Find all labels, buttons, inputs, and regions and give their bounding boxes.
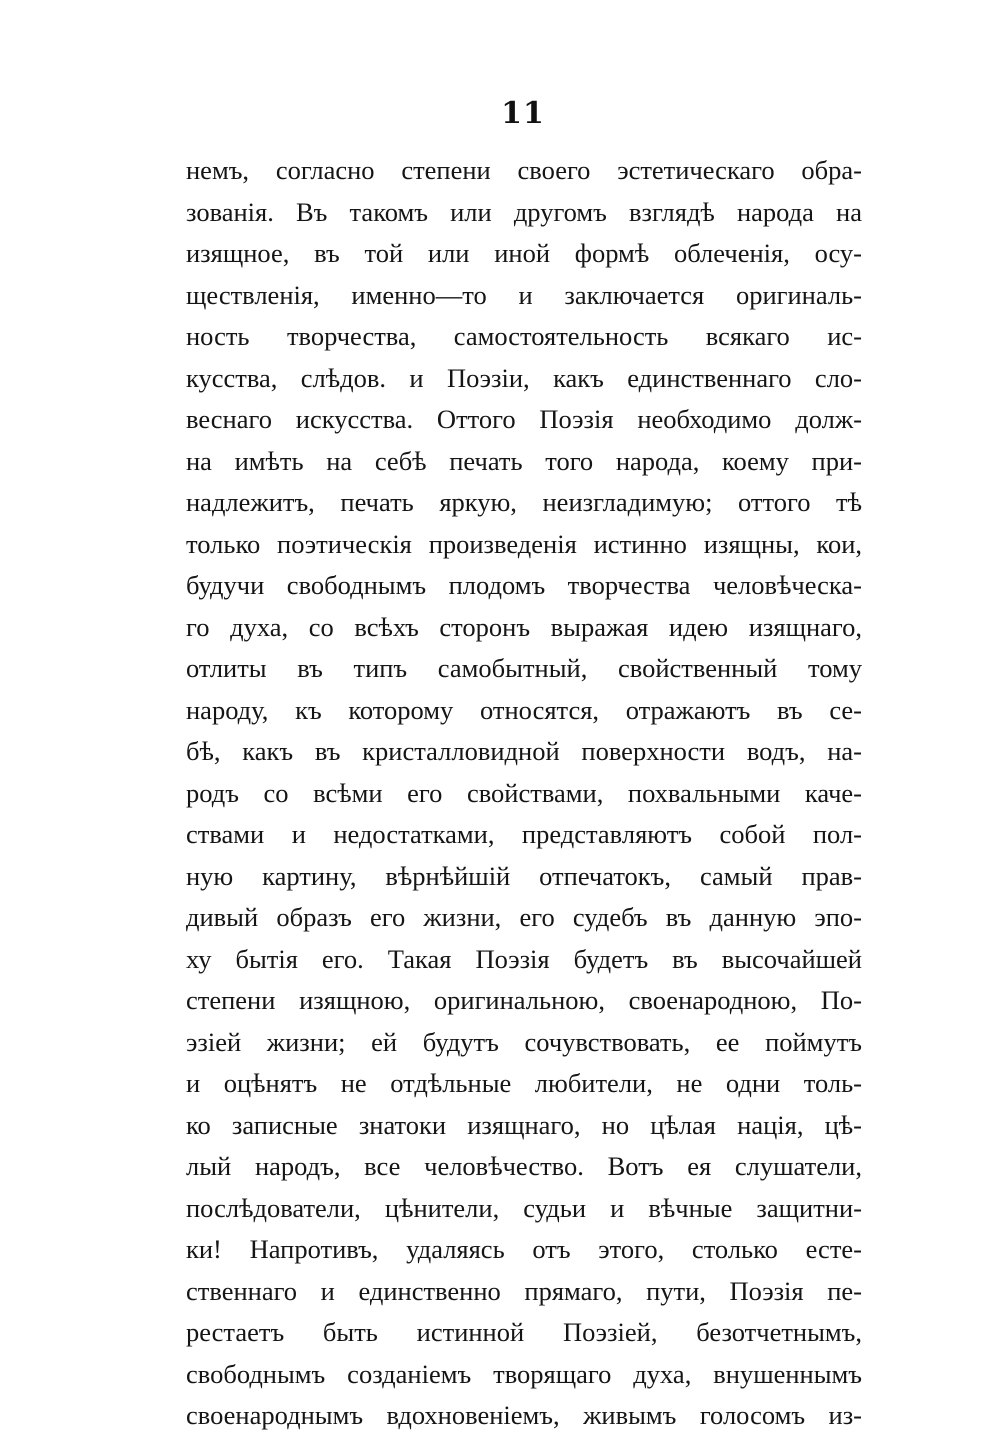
text-line: свободнымъ созданіемъ творящаго духа, внушеннымъ (186, 1358, 862, 1389)
text-line: дивый образъ его жизни, его судебъ въ данную эпо- (186, 902, 862, 932)
text-line: ствами и недостатками, представляютъ собой пол- (186, 819, 862, 849)
text-line: кусства, слѣдов. и Поэзіи, какъ единственнаго сло- (186, 362, 862, 393)
text-line: рестаетъ быть истинной Поэзіей, безотчетнымъ, (186, 1317, 862, 1347)
text-line: только поэтическія произведенія истинно изящны, кои, (186, 528, 862, 559)
text-line: веснаго искусства. Оттого Поэзія необходимо долж- (186, 404, 862, 434)
text-line: на имѣть на себѣ печать того народа, коему при- (186, 445, 862, 476)
text-line: народу, къ которому относятся, отражаютъ въ се- (186, 694, 862, 725)
text-line: ки! Напротивъ, удаляясь отъ этого, столько есте- (186, 1234, 862, 1264)
text-line: и оцѣнятъ не отдѣльные любители, не одни толь- (186, 1068, 862, 1098)
text-line: ху бытія его. Такая Поэзія будетъ въ высочайшей (186, 943, 862, 974)
text-line: отлиты въ типъ самобытный, свойственный тому (186, 653, 862, 683)
text-line: лый народъ, все человѣчество. Вотъ ея слушатели, (186, 1151, 862, 1181)
text-line: зованія. Въ такомъ или другомъ взглядѣ народа на (186, 196, 862, 227)
text-line: своенароднымъ вдохновеніемъ, живымъ голосомъ из- (186, 1400, 862, 1430)
text-line: ность творчества, самостоятельность всякаго ис- (186, 321, 862, 351)
body-text (186, 150, 862, 1437)
text-line: будучи свободнымъ плодомъ творчества человѣческа- (186, 570, 862, 600)
text-line: родъ со всѣми его свойствами, похвальными каче- (186, 777, 862, 808)
text-line: го духа, со всѣхъ сторонъ выражая идею изящнаго, (186, 611, 862, 642)
text-line: надлежитъ, печать яркую, неизгладимую; оттого тѣ (186, 487, 862, 517)
text-line: степени изящною, оригинальною, своенародною, По- (186, 985, 862, 1015)
text-line: ственнаго и единственно прямаго, пути, Поэзія пе- (186, 1275, 862, 1306)
text-line: бѣ, какъ въ кристалловидной поверхности водъ, на- (186, 736, 862, 766)
text-line: ную картину, вѣрнѣйшій отпечатокъ, самый прав- (186, 860, 862, 891)
text-line: немъ, согласно степени своего эстетическаго обра- (186, 155, 862, 185)
text-line: изящное, въ той или иной формѣ облеченія, осу- (186, 238, 862, 268)
text-line: послѣдователи, цѣнители, судьи и вѣчные защитни- (186, 1192, 862, 1223)
text-line: ществленія, именно—то и заключается оригиналь- (186, 279, 862, 310)
text-line: эзіей жизни; ей будутъ сочувствовать, ее поймутъ (186, 1026, 862, 1057)
text-line: ко записные знатоки изящнаго, но цѣлая нація, цѣ- (186, 1109, 862, 1140)
page-number: 11 (501, 96, 545, 131)
